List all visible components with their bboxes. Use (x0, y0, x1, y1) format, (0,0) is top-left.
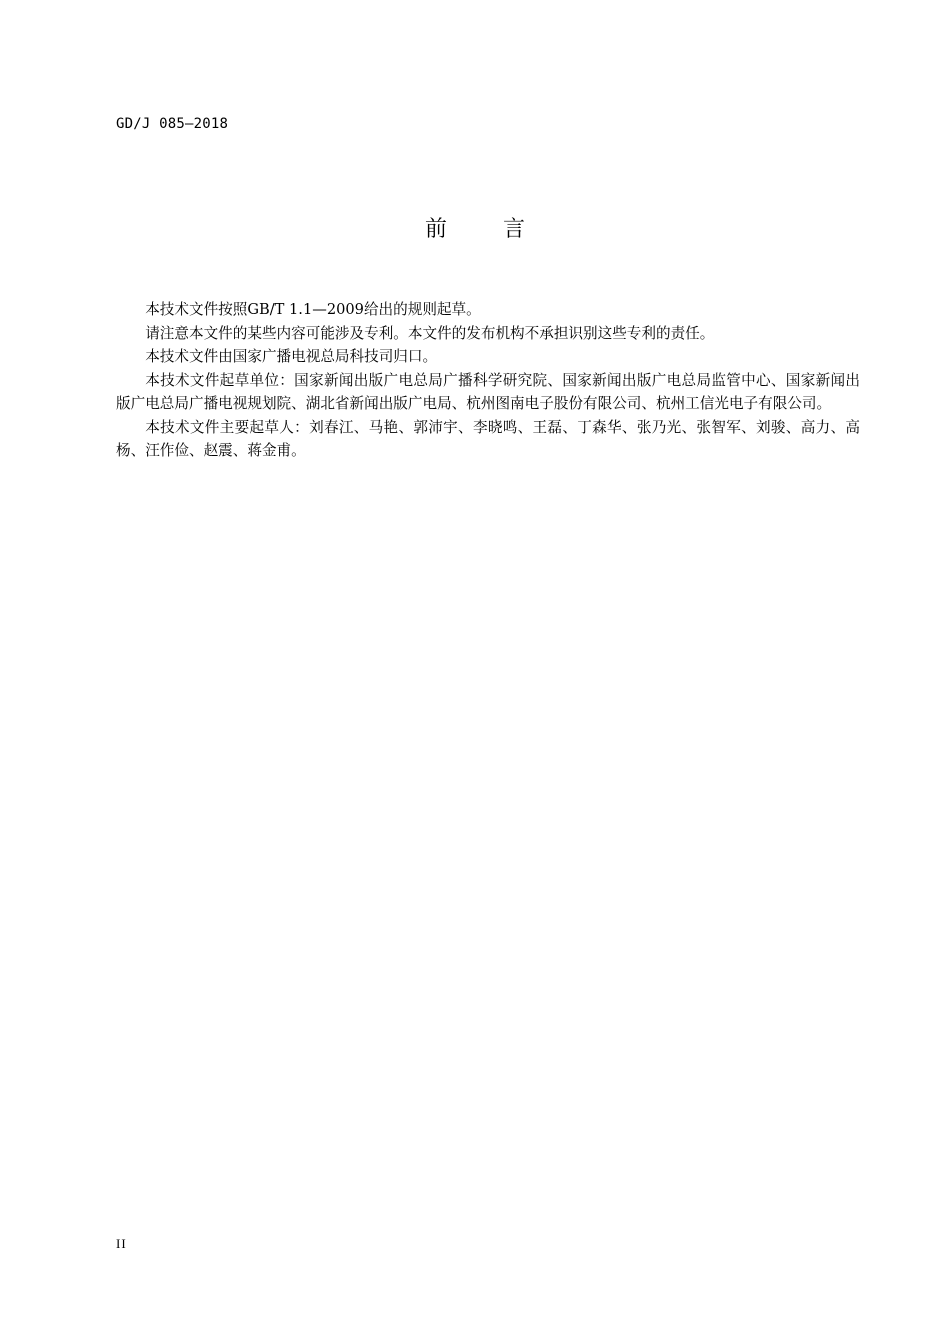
page-number: II (116, 1236, 127, 1251)
paragraph-drafters: 本技术文件主要起草人：刘春江、马艳、郭沛宇、李晓鸣、王磊、丁森华、张乃光、张智军、刘骏、高力、高杨、汪作俭、赵震、蒋金甫。 (116, 418, 860, 459)
preface-body (116, 298, 860, 463)
paragraph-responsible-dept: 本技术文件由国家广播电视总局科技司归口。 (145, 348, 438, 365)
paragraph-drafting-rules: 本技术文件按照GB/T 1.1—2009给出的规则起草。 (145, 301, 481, 318)
document-code: GD/J 085—2018 (116, 116, 229, 132)
paragraph-patent-notice: 请注意本文件的某些内容可能涉及专利。本文件的发布机构不承担识别这些专利的责任。 (145, 324, 715, 342)
title-char-1: 前 (424, 217, 447, 242)
paragraph-drafting-units: 本技术文件起草单位：国家新闻出版广电总局广播科学研究院、国家新闻出版广电总局监管中心、国家新闻出版广电总局广播电视规划院、湖北省新闻出版广电局、杭州图南电子股份有限公司、杭州工信光电子有限公司。 (116, 371, 860, 412)
page-title (0, 212, 950, 243)
title-char-2: 言 (503, 217, 526, 242)
